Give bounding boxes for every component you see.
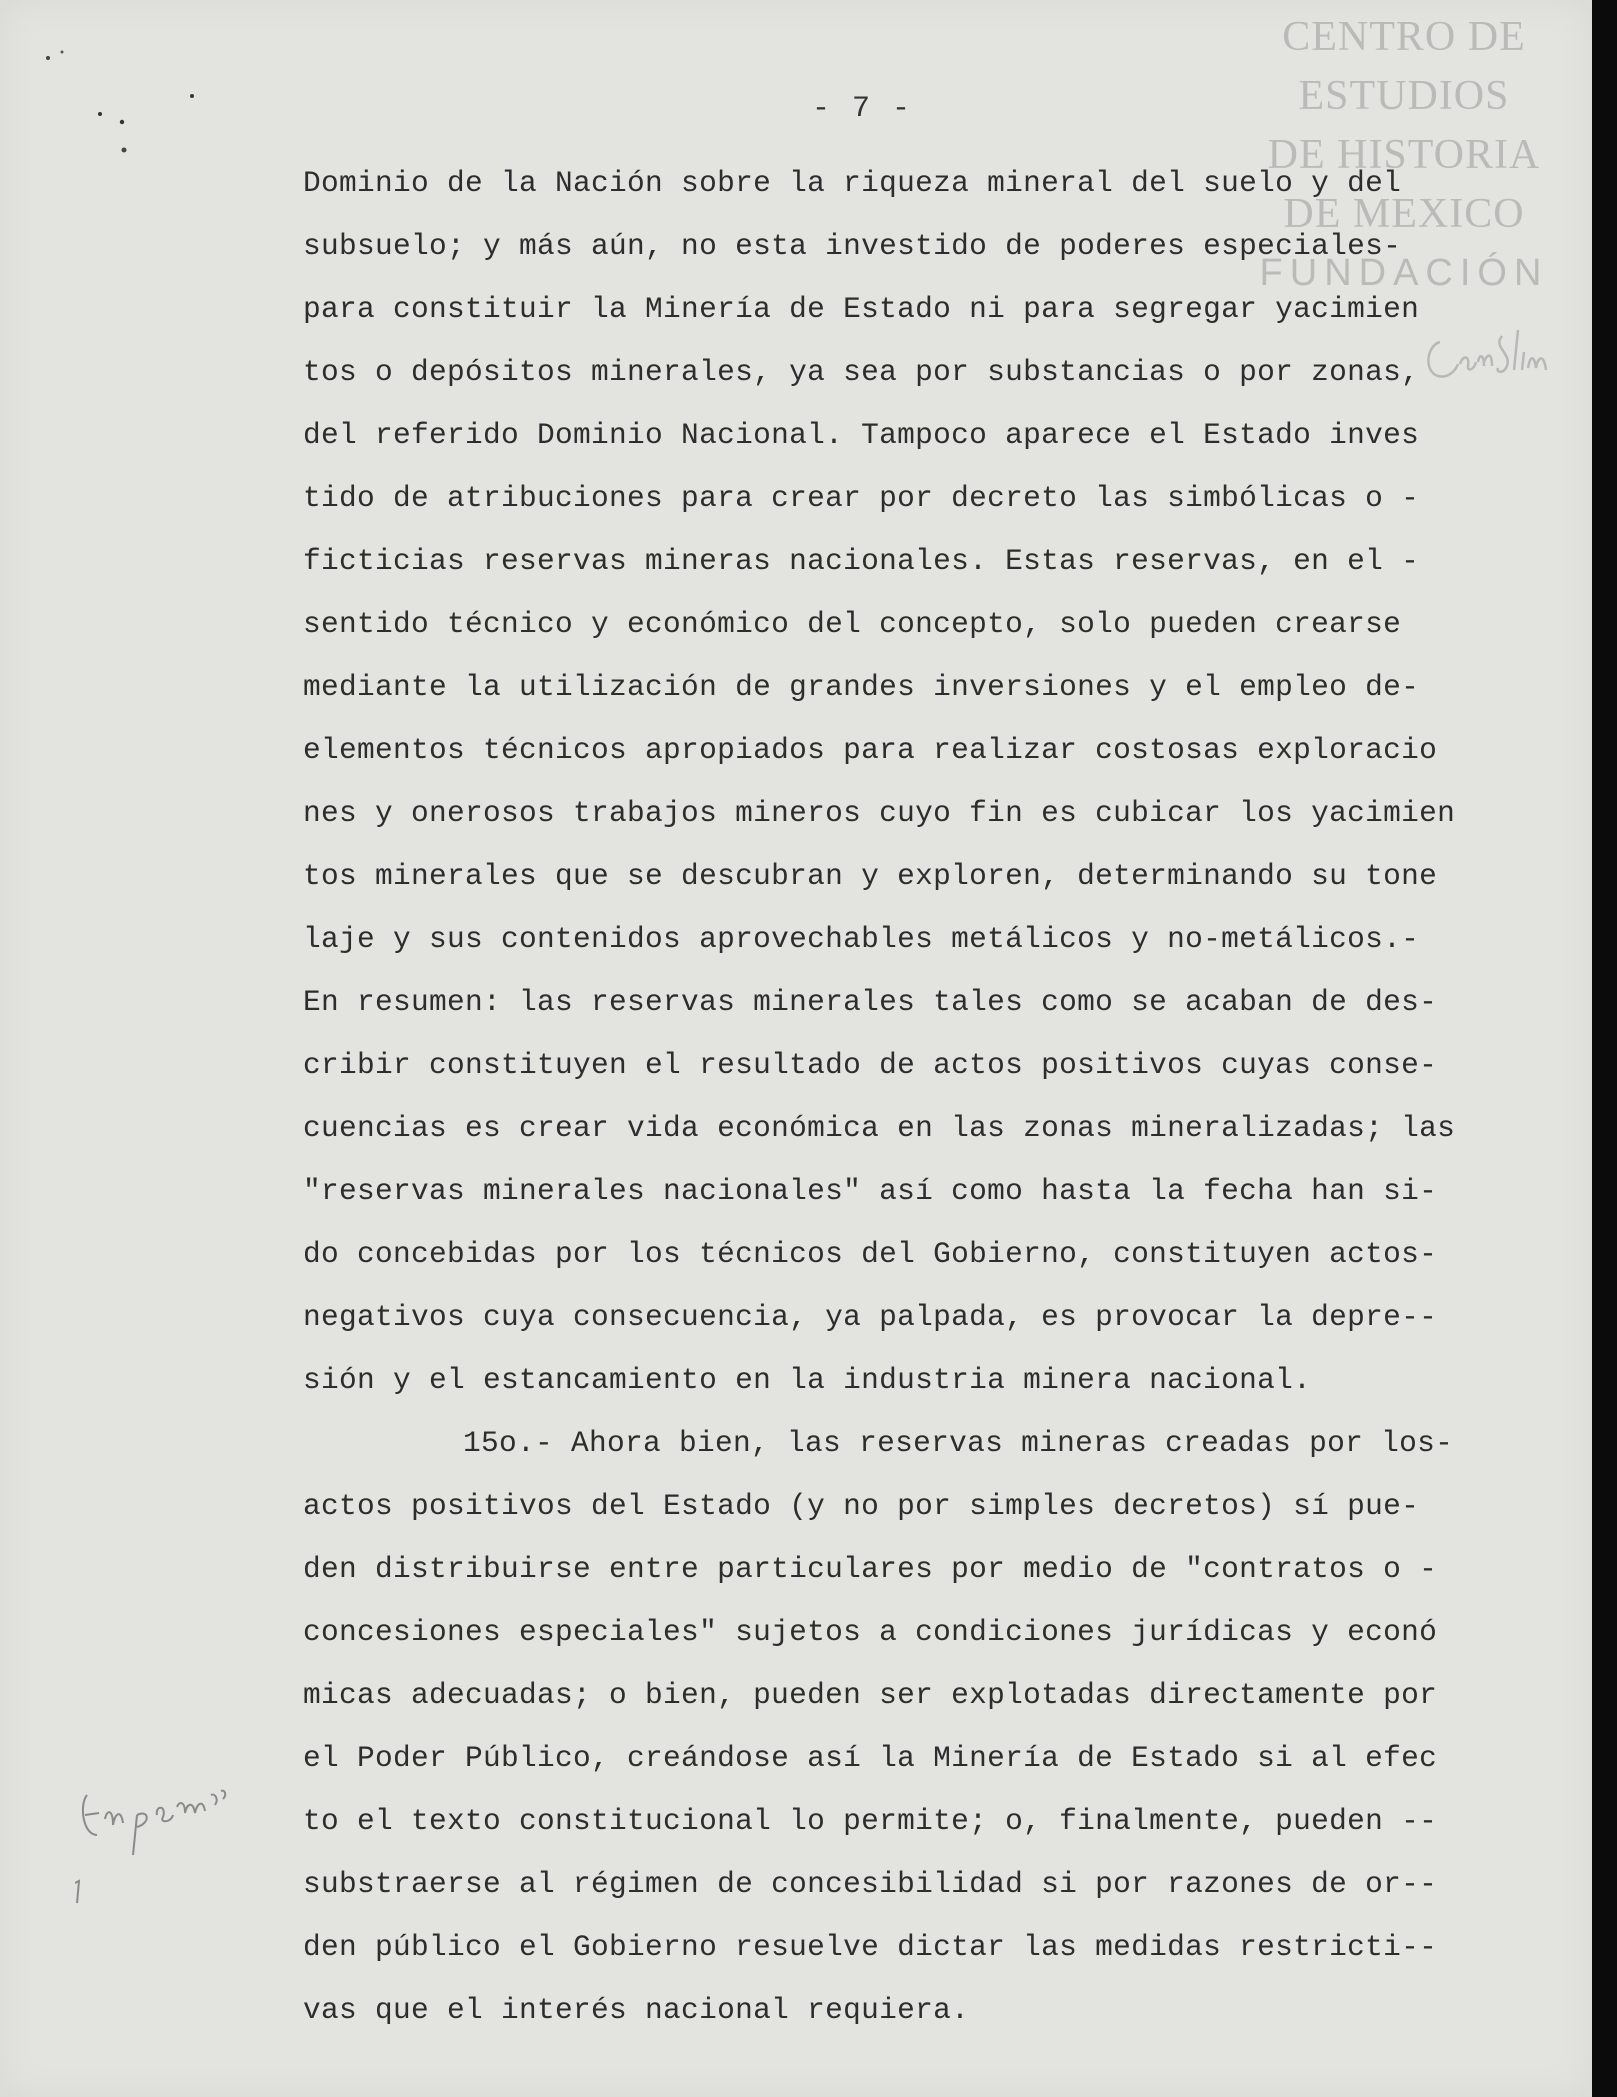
text-line: Dominio de la Nación sobre la riqueza mineral del suelo y del <box>303 166 1402 200</box>
scan-edge <box>1592 0 1617 2097</box>
text-line: do concebidas por los técnicos del Gobierno, constituyen actos- <box>303 1237 1438 1271</box>
text-line: En resumen: las reservas minerales tales como se acaban de des- <box>303 985 1438 1019</box>
text-line: mediante la utilización de grandes inversiones y el empleo de- <box>303 670 1420 704</box>
text-line: para constituir la Minería de Estado ni para segregar yacimien <box>303 292 1420 326</box>
text-line: cuencias es crear vida económica en las zonas mineralizadas; las <box>303 1111 1456 1145</box>
document-body <box>303 152 1503 2042</box>
text-line: laje y sus contenidos aprovechables metálicos y no-metálicos.- <box>303 922 1420 956</box>
watermark-line-1: CENTRO DE <box>1282 14 1526 60</box>
handwritten-margin-note <box>75 1765 275 1915</box>
text-line: micas adecuadas; o bien, pueden ser explotadas directamente por <box>303 1678 1438 1712</box>
text-line: cribir constituyen el resultado de actos positivos cuyas conse- <box>303 1048 1438 1082</box>
paper-specks <box>0 0 200 200</box>
text-line: negativos cuya consecuencia, ya palpada, es provocar la depre-- <box>303 1300 1438 1334</box>
text-line: substraerse al régimen de concesibilidad si por razones de or-- <box>303 1867 1438 1901</box>
text-line: subsuelo; y más aún, no esta investido de poderes especiales- <box>303 229 1402 263</box>
text-line: tos o depósitos minerales, ya sea por substancias o por zonas, <box>303 355 1420 389</box>
page-number: - 7 - <box>812 92 913 126</box>
text-line: del referido Dominio Nacional. Tampoco aparece el Estado inves <box>303 418 1420 452</box>
watermark-foundation: FUNDACIÓN <box>1259 252 1549 294</box>
text-line: sentido técnico y económico del concepto, solo pueden crearse <box>303 607 1402 641</box>
text-line: den distribuirse entre particulares por medio de "contratos o - <box>303 1552 1438 1586</box>
text-line: vas que el interés nacional requiera. <box>303 1993 970 2027</box>
watermark-line-4: DE MEXICO <box>1283 191 1525 237</box>
watermark-line-3: DE HISTORIA <box>1267 132 1541 178</box>
paragraph-15-first-line: 15o.- Ahora bien, las reservas mineras creadas por los- <box>463 1426 1454 1460</box>
text-line: "reservas minerales nacionales" así como hasta la fecha han si- <box>303 1174 1438 1208</box>
text-line: tos minerales que se descubran y exploren, determinando su tone <box>303 859 1438 893</box>
text-line: concesiones especiales" sujetos a condiciones jurídicas y econó <box>303 1615 1438 1649</box>
text-line: nes y onerosos trabajos mineros cuyo fin es cubicar los yacimien <box>303 796 1456 830</box>
text-line: ficticias reservas mineras nacionales. Estas reservas, en el - <box>303 544 1420 578</box>
text-line: sión y el estancamiento en la industria minera nacional. <box>303 1363 1312 1397</box>
text-line: to el texto constitucional lo permite; o, finalmente, pueden -- <box>303 1804 1438 1838</box>
text-line: den público el Gobierno resuelve dictar las medidas restricti-- <box>303 1930 1438 1964</box>
text-line: el Poder Público, creándose así la Minería de Estado si al efec <box>303 1741 1438 1775</box>
text-line: actos positivos del Estado (y no por simples decretos) sí pue- <box>303 1489 1420 1523</box>
text-line: elementos técnicos apropiados para realizar costosas exploracio <box>303 733 1438 767</box>
text-line: tido de atribuciones para crear por decreto las simbólicas o - <box>303 481 1420 515</box>
watermark-line-2: ESTUDIOS <box>1298 73 1510 119</box>
